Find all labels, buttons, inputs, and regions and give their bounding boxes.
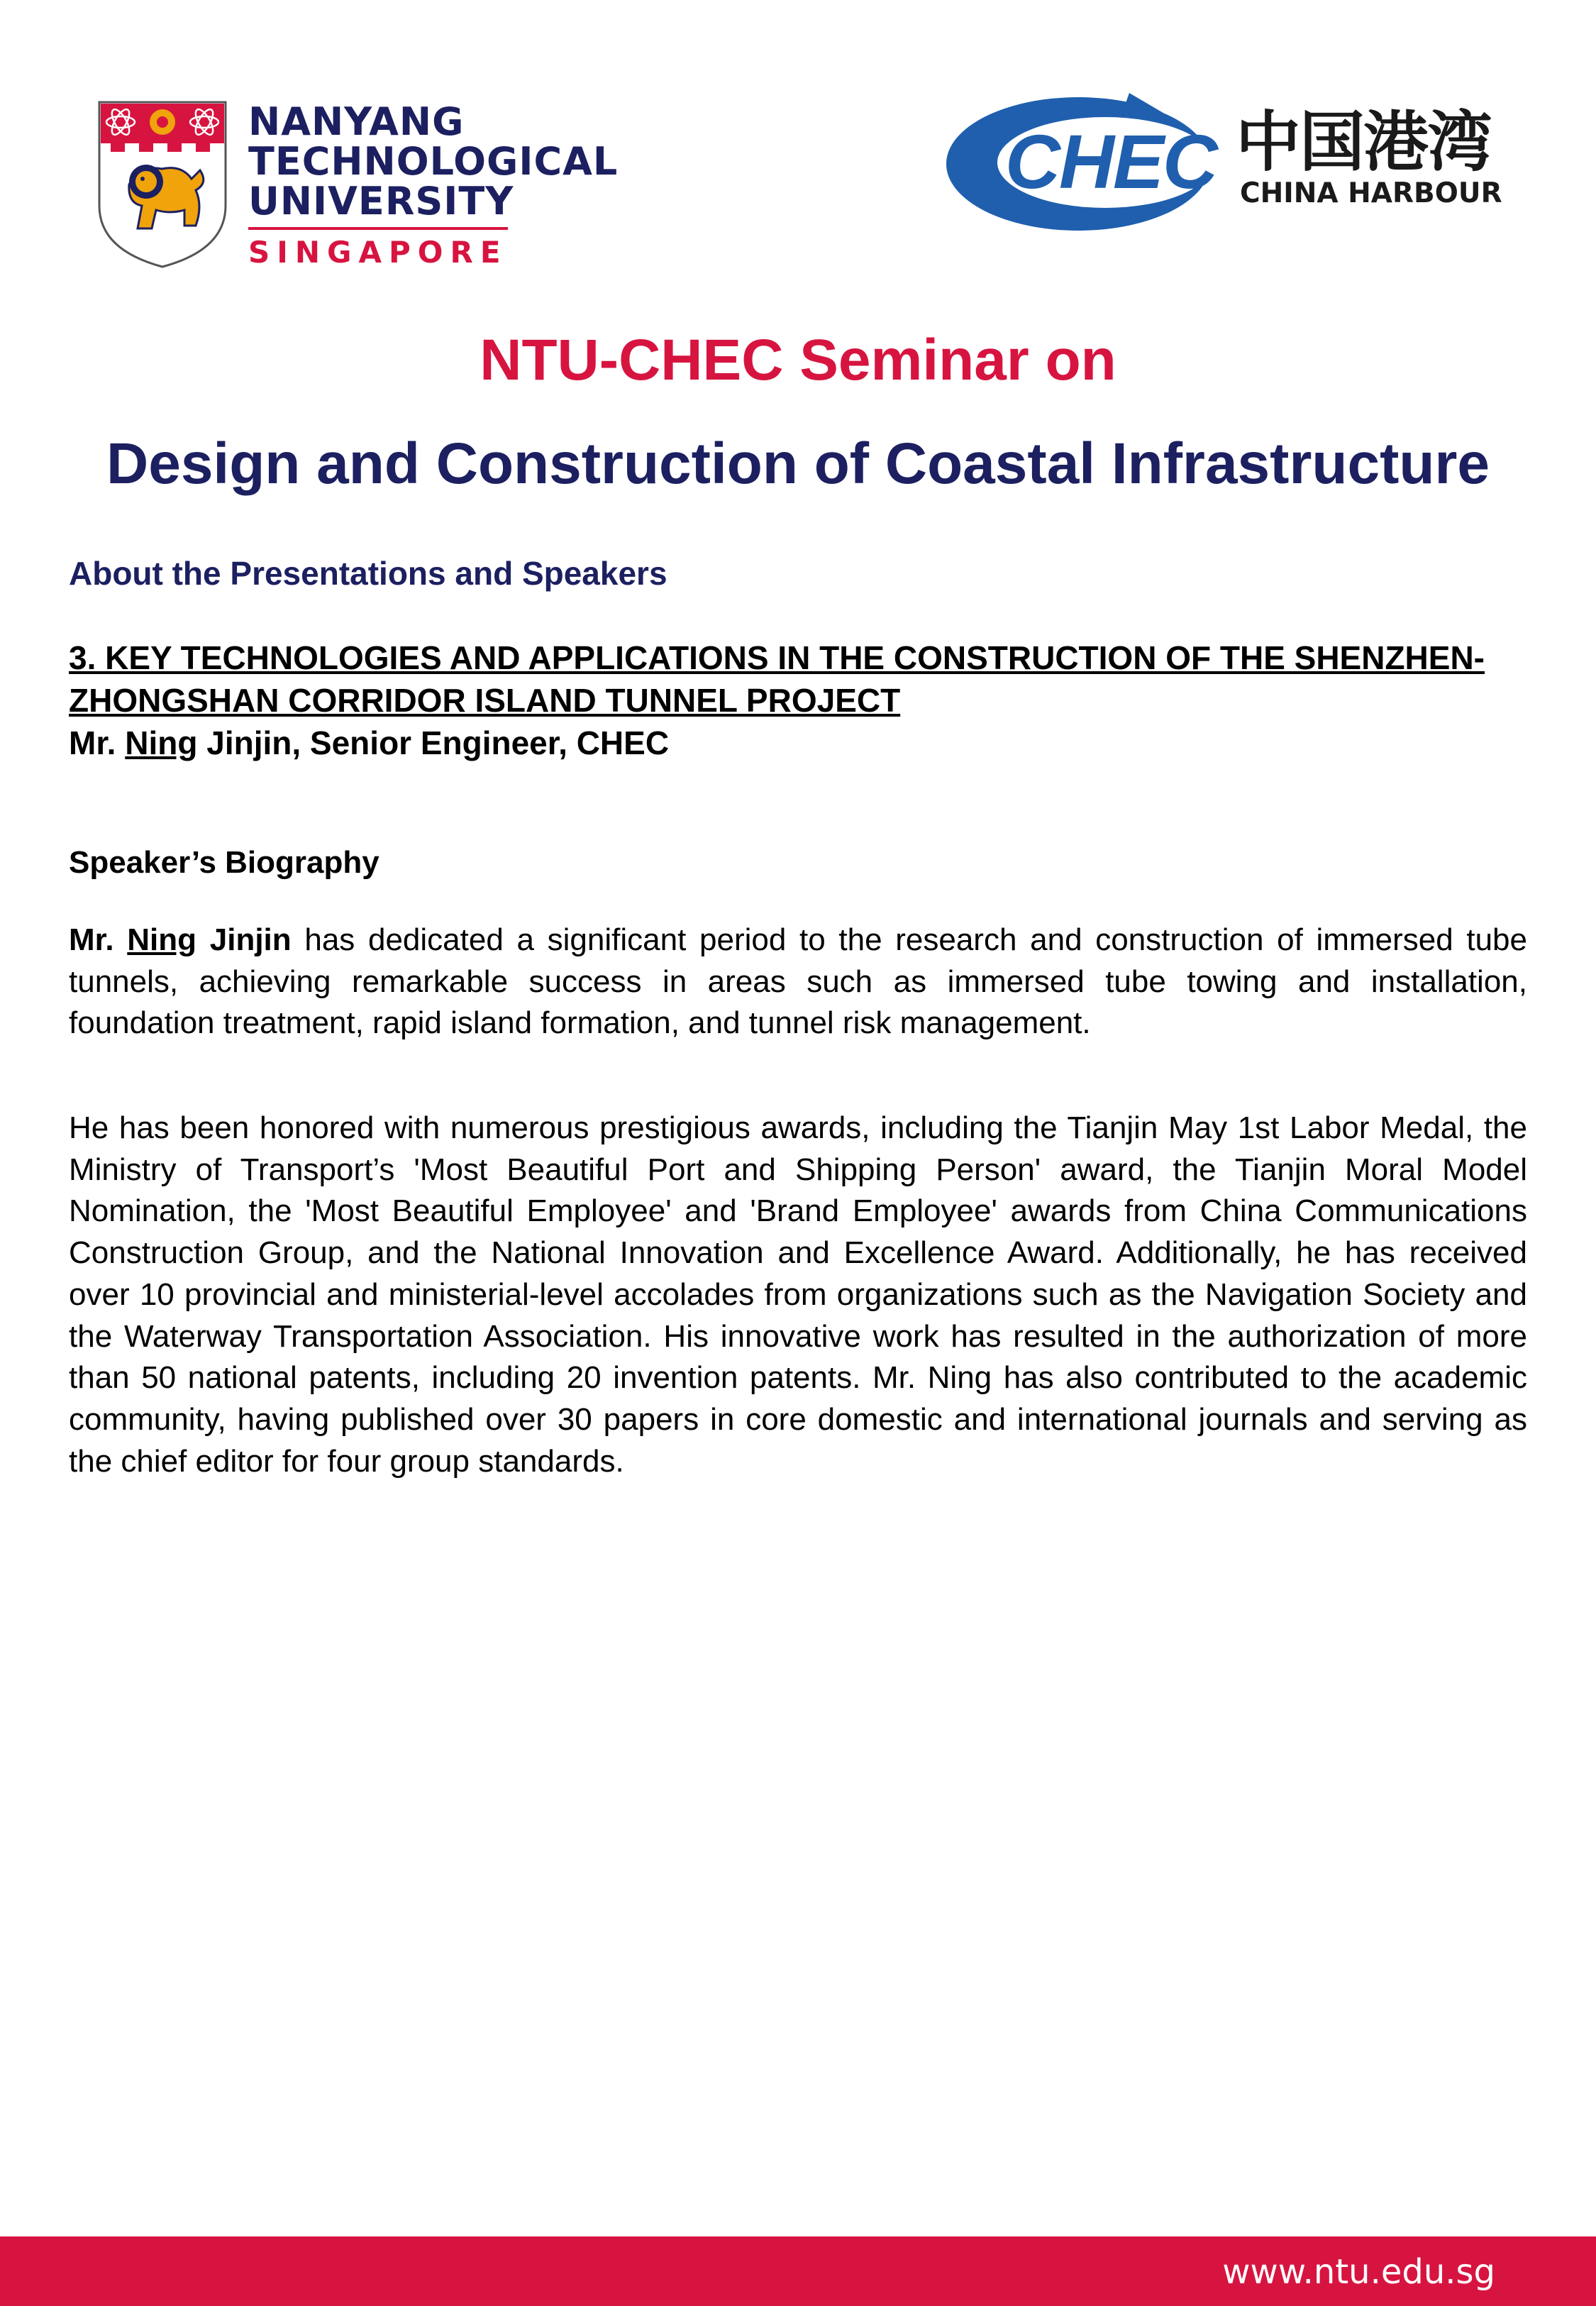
biography-paragraph-2: He has been honored with numerous prestigious awards, including the Tianjin May 1st Labor Medal, the Ministry of Transport’s 'Most Beautiful Port and Shipping Person' award, the Tianjin Moral Model Nomination, the 'Most Beautiful Employee' and 'Brand Employee' awards from China Communications Construction Group, and the National Innovation and Excellence Award. Additionally, he has received over 10 provincial and ministerial-level accolades from organizations such as the Navigation Society and the Waterway Transportation Association. His innovative work has resulted in the authorization of more than 50 national patents, including 20 invention patents. Mr. Ning has also contributed to the academic community, having published over 30 papers in core domestic and international journals and serving as the chief editor for four group standards. (69, 1110, 1527, 1479)
bio-name-given: Jinjin (209, 922, 292, 957)
speaker-surname: Ning (125, 724, 198, 761)
ntu-wordmark (248, 99, 619, 270)
bio-paragraph-1-text: has dedicated a significant period to the research and construction of immersed tube tunnels, achieving remarkable success in areas such as immersed tube towing and installation, foundation treatment, rapid island formation, and tunnel risk management. (69, 922, 1528, 1041)
ntu-name-line-2: TECHNOLOGICAL (248, 139, 619, 184)
speaker-given-name: Jinjin (206, 724, 292, 761)
chec-english-name: CHINA HARBOUR (1240, 177, 1502, 209)
talk-title: 3. KEY TECHNOLOGIES AND APPLICATIONS IN THE CONSTRUCTION OF THE SHENZHEN-ZHONGSHAN CORRIDOR ISLAND TUNNEL PROJECT (69, 639, 1485, 719)
chec-emblem-text: CHEC (1004, 118, 1217, 204)
ntu-logo (96, 99, 619, 270)
biography-heading: Speaker’s Biography (69, 845, 379, 880)
biography-paragraph-1 (69, 920, 1527, 1044)
chec-chinese-name: 中国港湾 (1236, 104, 1492, 180)
seminar-title-line-2: Design and Construction of Coastal Infrastructure (106, 431, 1490, 496)
speaker-honorific: Mr. (69, 724, 116, 761)
seminar-title-line-1: NTU-CHEC Seminar on (480, 328, 1116, 392)
ntu-crest-icon (96, 99, 228, 270)
ntu-location: SINGAPORE (248, 227, 508, 270)
footer-bar (0, 2236, 1596, 2306)
speaker-role: , Senior Engineer, CHEC (292, 724, 670, 761)
bio-name-honorific: Mr. (69, 922, 114, 957)
ntu-name-line-1: NANYANG (248, 99, 465, 144)
ntu-name-line-3: UNIVERSITY (248, 179, 514, 224)
bio-name-surname: Ning (127, 922, 197, 957)
chec-emblem-icon (943, 89, 1227, 238)
chec-logo (943, 89, 1511, 238)
speaker-line (69, 722, 669, 764)
footer-url: www.ntu.edu.sg (1222, 2252, 1495, 2292)
section-heading: About the Presentations and Speakers (69, 555, 667, 592)
